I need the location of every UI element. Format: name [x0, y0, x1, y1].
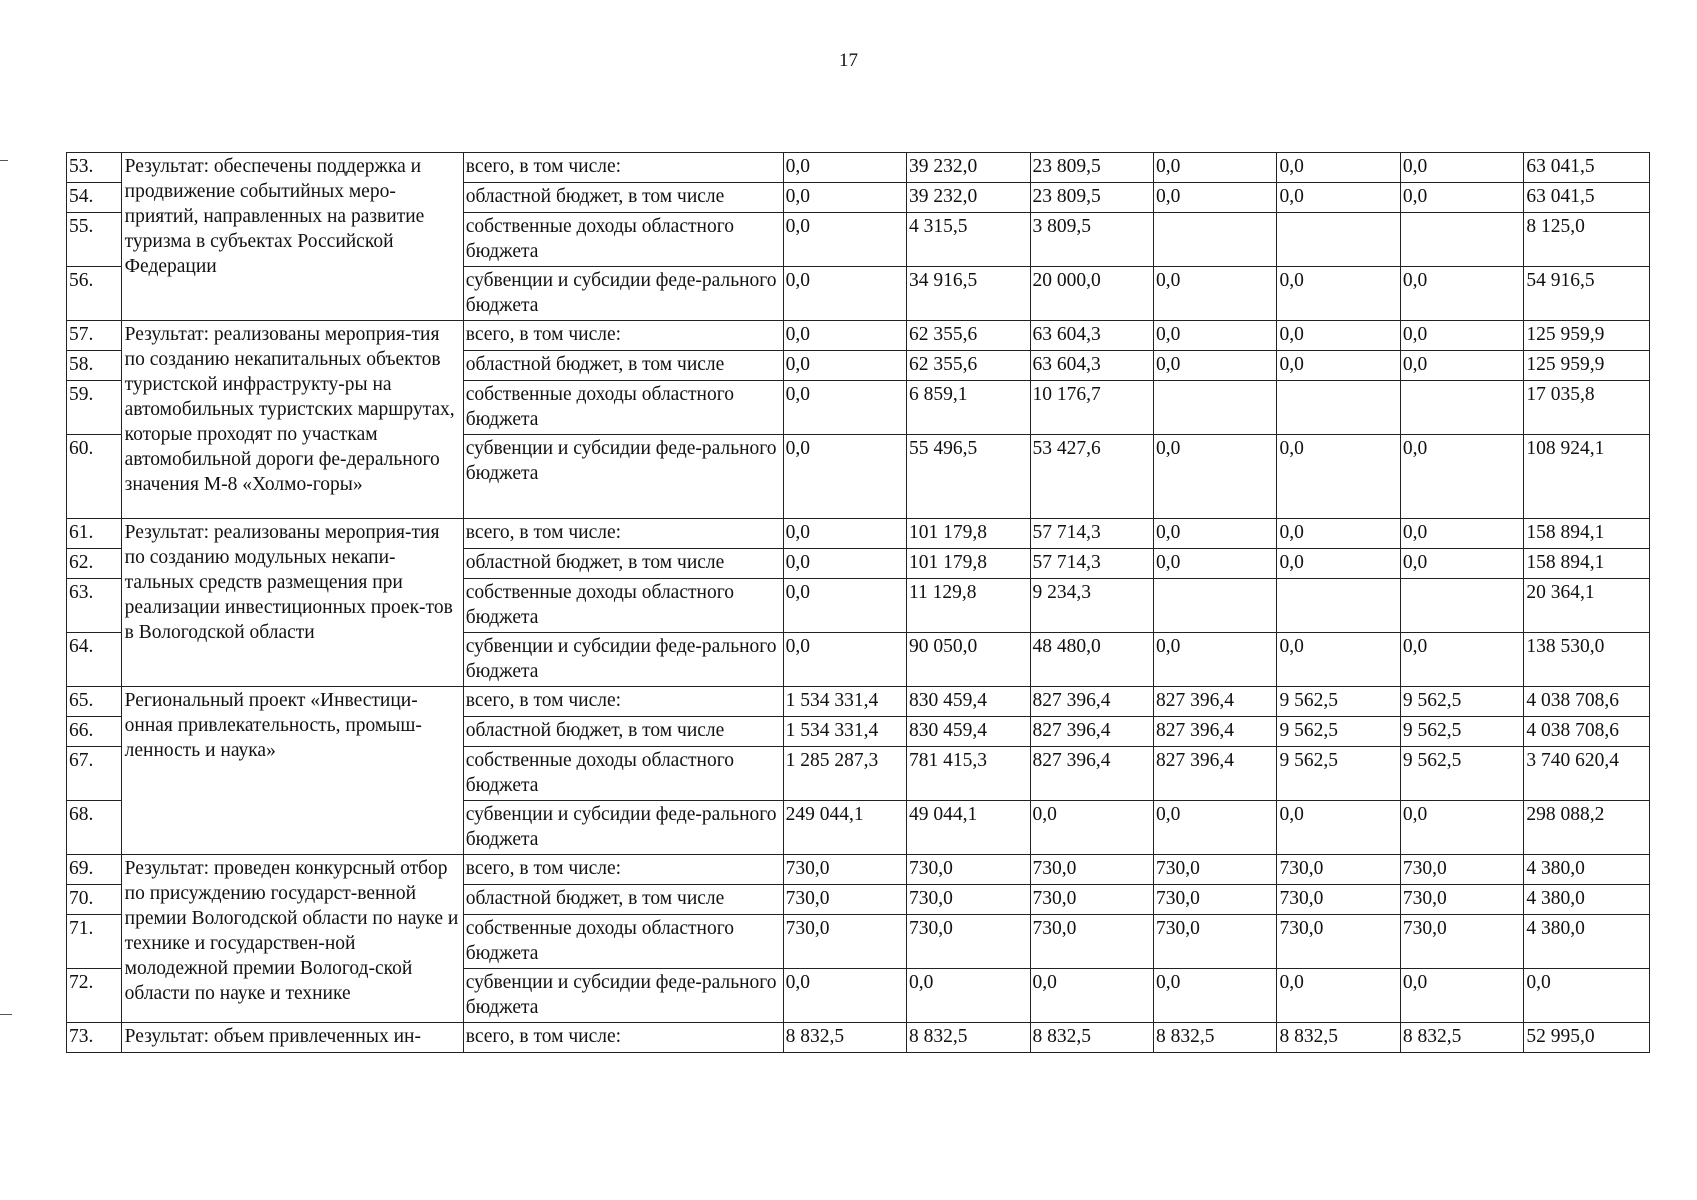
year-value: 0,0	[783, 153, 906, 183]
row-number: 58.	[67, 351, 122, 381]
total-value: 125 959,9	[1524, 351, 1650, 381]
year-value: 6 859,1	[907, 381, 1030, 435]
year-value: 730,0	[1030, 885, 1153, 915]
row-number: 68.	[67, 801, 122, 855]
year-value: 90 050,0	[907, 633, 1030, 687]
row-number: 54.	[67, 183, 122, 213]
year-value: 0,0	[1277, 633, 1400, 687]
year-value: 0,0	[783, 381, 906, 435]
funding-source: собственные доходы областного бюджета	[463, 213, 783, 267]
year-value: 9 562,5	[1277, 687, 1400, 717]
result-description: Результат: реализованы мероприя-тия по созданию модульных некапи-тальных средств размещения при реализации инвестиционных проек-тов в Вологодской области	[121, 519, 463, 687]
year-value: 0,0	[1277, 267, 1400, 321]
year-value: 8 832,5	[1400, 1023, 1523, 1053]
year-value: 0,0	[1277, 435, 1400, 519]
year-value: 0,0	[783, 435, 906, 519]
year-value: 0,0	[1277, 321, 1400, 351]
year-value: 0,0	[1153, 351, 1276, 381]
year-value: 0,0	[783, 549, 906, 579]
funding-source: собственные доходы областного бюджета	[463, 381, 783, 435]
year-value: 8 832,5	[1030, 1023, 1153, 1053]
funding-source: областной бюджет, в том числе	[463, 549, 783, 579]
year-value: 730,0	[1153, 855, 1276, 885]
year-value: 827 396,4	[1153, 687, 1276, 717]
result-description: Результат: проведен конкурсный отбор по присуждению государст-венной премии Вологодской области по науке и технике и государствен-ной молодежной премии Вологод-ской области по науке и технике	[121, 855, 463, 1023]
year-value: 0,0	[1153, 633, 1276, 687]
table-row	[67, 519, 1650, 549]
year-value: 730,0	[1277, 885, 1400, 915]
table-row	[67, 855, 1650, 885]
total-value: 52 995,0	[1524, 1023, 1650, 1053]
table-row	[67, 153, 1650, 183]
year-value: 0,0	[1400, 801, 1523, 855]
year-value: 0,0	[1153, 549, 1276, 579]
year-value: 0,0	[1400, 321, 1523, 351]
year-value: 830 459,4	[907, 687, 1030, 717]
year-value: 827 396,4	[1030, 747, 1153, 801]
funding-source: субвенции и субсидии феде-рального бюджета	[463, 633, 783, 687]
funding-source: субвенции и субсидии феде-рального бюджета	[463, 801, 783, 855]
year-value: 249 044,1	[783, 801, 906, 855]
year-value: 0,0	[1153, 267, 1276, 321]
row-number: 66.	[67, 717, 122, 747]
year-value: 0,0	[1277, 969, 1400, 1023]
year-value: 0,0	[1277, 549, 1400, 579]
year-value: 0,0	[1277, 351, 1400, 381]
year-value: 8 832,5	[1153, 1023, 1276, 1053]
row-number: 61.	[67, 519, 122, 549]
row-number: 69.	[67, 855, 122, 885]
row-number: 70.	[67, 885, 122, 915]
year-value: 0,0	[783, 351, 906, 381]
year-value: 827 396,4	[1153, 717, 1276, 747]
year-value: 827 396,4	[1030, 687, 1153, 717]
year-value: 0,0	[1400, 435, 1523, 519]
year-value: 39 232,0	[907, 183, 1030, 213]
year-value: 9 562,5	[1400, 747, 1523, 801]
year-value: 39 232,0	[907, 153, 1030, 183]
total-value: 63 041,5	[1524, 153, 1650, 183]
budget-table	[66, 152, 1650, 1053]
year-value: 730,0	[1277, 915, 1400, 969]
year-value: 57 714,3	[1030, 519, 1153, 549]
year-value: 48 480,0	[1030, 633, 1153, 687]
year-value: 23 809,5	[1030, 153, 1153, 183]
year-value: 0,0	[783, 579, 906, 633]
year-value: 730,0	[1400, 885, 1523, 915]
year-value: 0,0	[783, 519, 906, 549]
year-value: 0,0	[1400, 633, 1523, 687]
year-value: 0,0	[1400, 153, 1523, 183]
year-value: 730,0	[1277, 855, 1400, 885]
year-value: 55 496,5	[907, 435, 1030, 519]
year-value	[1153, 213, 1276, 267]
year-value: 0,0	[1153, 801, 1276, 855]
total-value: 63 041,5	[1524, 183, 1650, 213]
row-number: 72.	[67, 969, 122, 1023]
row-number: 60.	[67, 435, 122, 519]
year-value: 0,0	[1277, 519, 1400, 549]
year-value: 0,0	[1400, 183, 1523, 213]
year-value: 0,0	[1030, 801, 1153, 855]
year-value: 730,0	[783, 915, 906, 969]
year-value: 0,0	[1030, 969, 1153, 1023]
table-row	[67, 321, 1650, 351]
year-value: 0,0	[1153, 183, 1276, 213]
row-number: 59.	[67, 381, 122, 435]
year-value: 8 832,5	[783, 1023, 906, 1053]
result-description: Результат: обеспечены поддержка и продвижение событийных меро-приятий, направленных на развитие туризма в субъектах Российской Федерации	[121, 153, 463, 321]
year-value: 23 809,5	[1030, 183, 1153, 213]
year-value: 730,0	[907, 915, 1030, 969]
year-value: 730,0	[1153, 885, 1276, 915]
year-value: 730,0	[907, 885, 1030, 915]
funding-source: собственные доходы областного бюджета	[463, 747, 783, 801]
year-value: 827 396,4	[1153, 747, 1276, 801]
year-value: 101 179,8	[907, 519, 1030, 549]
total-value: 4 038 708,6	[1524, 687, 1650, 717]
year-value: 0,0	[1277, 183, 1400, 213]
year-value: 730,0	[1400, 915, 1523, 969]
year-value: 730,0	[1400, 855, 1523, 885]
year-value: 62 355,6	[907, 351, 1030, 381]
year-value: 62 355,6	[907, 321, 1030, 351]
total-value: 20 364,1	[1524, 579, 1650, 633]
year-value: 0,0	[1400, 351, 1523, 381]
year-value: 11 129,8	[907, 579, 1030, 633]
row-number: 73.	[67, 1023, 122, 1053]
year-value: 53 427,6	[1030, 435, 1153, 519]
year-value: 730,0	[783, 885, 906, 915]
funding-source: областной бюджет, в том числе	[463, 351, 783, 381]
year-value: 49 044,1	[907, 801, 1030, 855]
total-value: 158 894,1	[1524, 549, 1650, 579]
year-value	[1277, 381, 1400, 435]
year-value: 63 604,3	[1030, 321, 1153, 351]
table-row	[67, 687, 1650, 717]
total-value: 8 125,0	[1524, 213, 1650, 267]
year-value: 0,0	[1277, 153, 1400, 183]
year-value: 34 916,5	[907, 267, 1030, 321]
year-value: 8 832,5	[907, 1023, 1030, 1053]
funding-source: областной бюджет, в том числе	[463, 717, 783, 747]
row-number: 55.	[67, 213, 122, 267]
year-value: 781 415,3	[907, 747, 1030, 801]
year-value: 0,0	[1153, 321, 1276, 351]
year-value: 0,0	[783, 183, 906, 213]
total-value: 4 380,0	[1524, 885, 1650, 915]
year-value	[1153, 381, 1276, 435]
table-body	[67, 153, 1650, 1053]
year-value: 4 315,5	[907, 213, 1030, 267]
funding-source: собственные доходы областного бюджета	[463, 579, 783, 633]
year-value: 9 234,3	[1030, 579, 1153, 633]
year-value: 0,0	[907, 969, 1030, 1023]
year-value	[1400, 381, 1523, 435]
row-number: 65.	[67, 687, 122, 717]
year-value: 730,0	[907, 855, 1030, 885]
year-value: 0,0	[1153, 519, 1276, 549]
year-value: 0,0	[783, 213, 906, 267]
year-value: 3 809,5	[1030, 213, 1153, 267]
year-value: 1 534 331,4	[783, 717, 906, 747]
funding-source: областной бюджет, в том числе	[463, 885, 783, 915]
total-value: 4 038 708,6	[1524, 717, 1650, 747]
year-value	[1153, 579, 1276, 633]
page-number: 17	[839, 50, 858, 71]
year-value: 830 459,4	[907, 717, 1030, 747]
result-description: Результат: реализованы мероприя-тия по созданию некапитальных объектов туристской инфраструкту-ры на автомобильных туристских маршрутах, которые проходят по участкам автомобильной дороги фе-дерального значения М-8 «Холмо-горы»	[121, 321, 463, 519]
total-value: 4 380,0	[1524, 915, 1650, 969]
row-number: 56.	[67, 267, 122, 321]
margin-mark	[0, 160, 8, 161]
result-description: Региональный проект «Инвестици-онная привлекательность, промыш-ленность и наука»	[121, 687, 463, 855]
funding-source: всего, в том числе:	[463, 153, 783, 183]
total-value: 125 959,9	[1524, 321, 1650, 351]
total-value: 0,0	[1524, 969, 1650, 1023]
year-value: 9 562,5	[1400, 687, 1523, 717]
year-value: 20 000,0	[1030, 267, 1153, 321]
year-value: 0,0	[783, 321, 906, 351]
year-value: 57 714,3	[1030, 549, 1153, 579]
total-value: 298 088,2	[1524, 801, 1650, 855]
year-value: 0,0	[1400, 969, 1523, 1023]
margin-mark	[0, 1014, 12, 1015]
total-value: 4 380,0	[1524, 855, 1650, 885]
result-description: Результат: объем привлеченных ин-	[121, 1023, 463, 1053]
row-number: 64.	[67, 633, 122, 687]
funding-source: всего, в том числе:	[463, 687, 783, 717]
row-number: 67.	[67, 747, 122, 801]
total-value: 158 894,1	[1524, 519, 1650, 549]
year-value: 1 285 287,3	[783, 747, 906, 801]
year-value: 0,0	[783, 267, 906, 321]
total-value: 17 035,8	[1524, 381, 1650, 435]
year-value	[1277, 579, 1400, 633]
year-value	[1400, 213, 1523, 267]
year-value: 9 562,5	[1277, 747, 1400, 801]
funding-source: субвенции и субсидии феде-рального бюджета	[463, 969, 783, 1023]
funding-source: субвенции и субсидии феде-рального бюджета	[463, 267, 783, 321]
year-value: 0,0	[1153, 435, 1276, 519]
funding-source: собственные доходы областного бюджета	[463, 915, 783, 969]
row-number: 57.	[67, 321, 122, 351]
year-value: 9 562,5	[1277, 717, 1400, 747]
year-value: 730,0	[1030, 915, 1153, 969]
total-value: 138 530,0	[1524, 633, 1650, 687]
funding-source: всего, в том числе:	[463, 1023, 783, 1053]
table-row	[67, 1023, 1650, 1053]
year-value: 8 832,5	[1277, 1023, 1400, 1053]
year-value: 0,0	[783, 633, 906, 687]
year-value: 10 176,7	[1030, 381, 1153, 435]
total-value: 3 740 620,4	[1524, 747, 1650, 801]
year-value: 827 396,4	[1030, 717, 1153, 747]
year-value: 9 562,5	[1400, 717, 1523, 747]
row-number: 62.	[67, 549, 122, 579]
total-value: 54 916,5	[1524, 267, 1650, 321]
year-value: 0,0	[1400, 267, 1523, 321]
year-value: 0,0	[1400, 519, 1523, 549]
funding-source: субвенции и субсидии феде-рального бюджета	[463, 435, 783, 519]
year-value: 0,0	[1153, 153, 1276, 183]
year-value: 0,0	[1277, 801, 1400, 855]
total-value: 108 924,1	[1524, 435, 1650, 519]
year-value: 730,0	[1030, 855, 1153, 885]
row-number: 71.	[67, 915, 122, 969]
funding-source: всего, в том числе:	[463, 855, 783, 885]
funding-source: областной бюджет, в том числе	[463, 183, 783, 213]
year-value: 730,0	[1153, 915, 1276, 969]
year-value: 0,0	[783, 969, 906, 1023]
year-value	[1400, 579, 1523, 633]
year-value: 730,0	[783, 855, 906, 885]
funding-source: всего, в том числе:	[463, 519, 783, 549]
row-number: 63.	[67, 579, 122, 633]
year-value: 0,0	[1400, 549, 1523, 579]
year-value: 1 534 331,4	[783, 687, 906, 717]
year-value: 101 179,8	[907, 549, 1030, 579]
year-value: 63 604,3	[1030, 351, 1153, 381]
row-number: 53.	[67, 153, 122, 183]
funding-source: всего, в том числе:	[463, 321, 783, 351]
year-value	[1277, 213, 1400, 267]
year-value: 0,0	[1153, 969, 1276, 1023]
